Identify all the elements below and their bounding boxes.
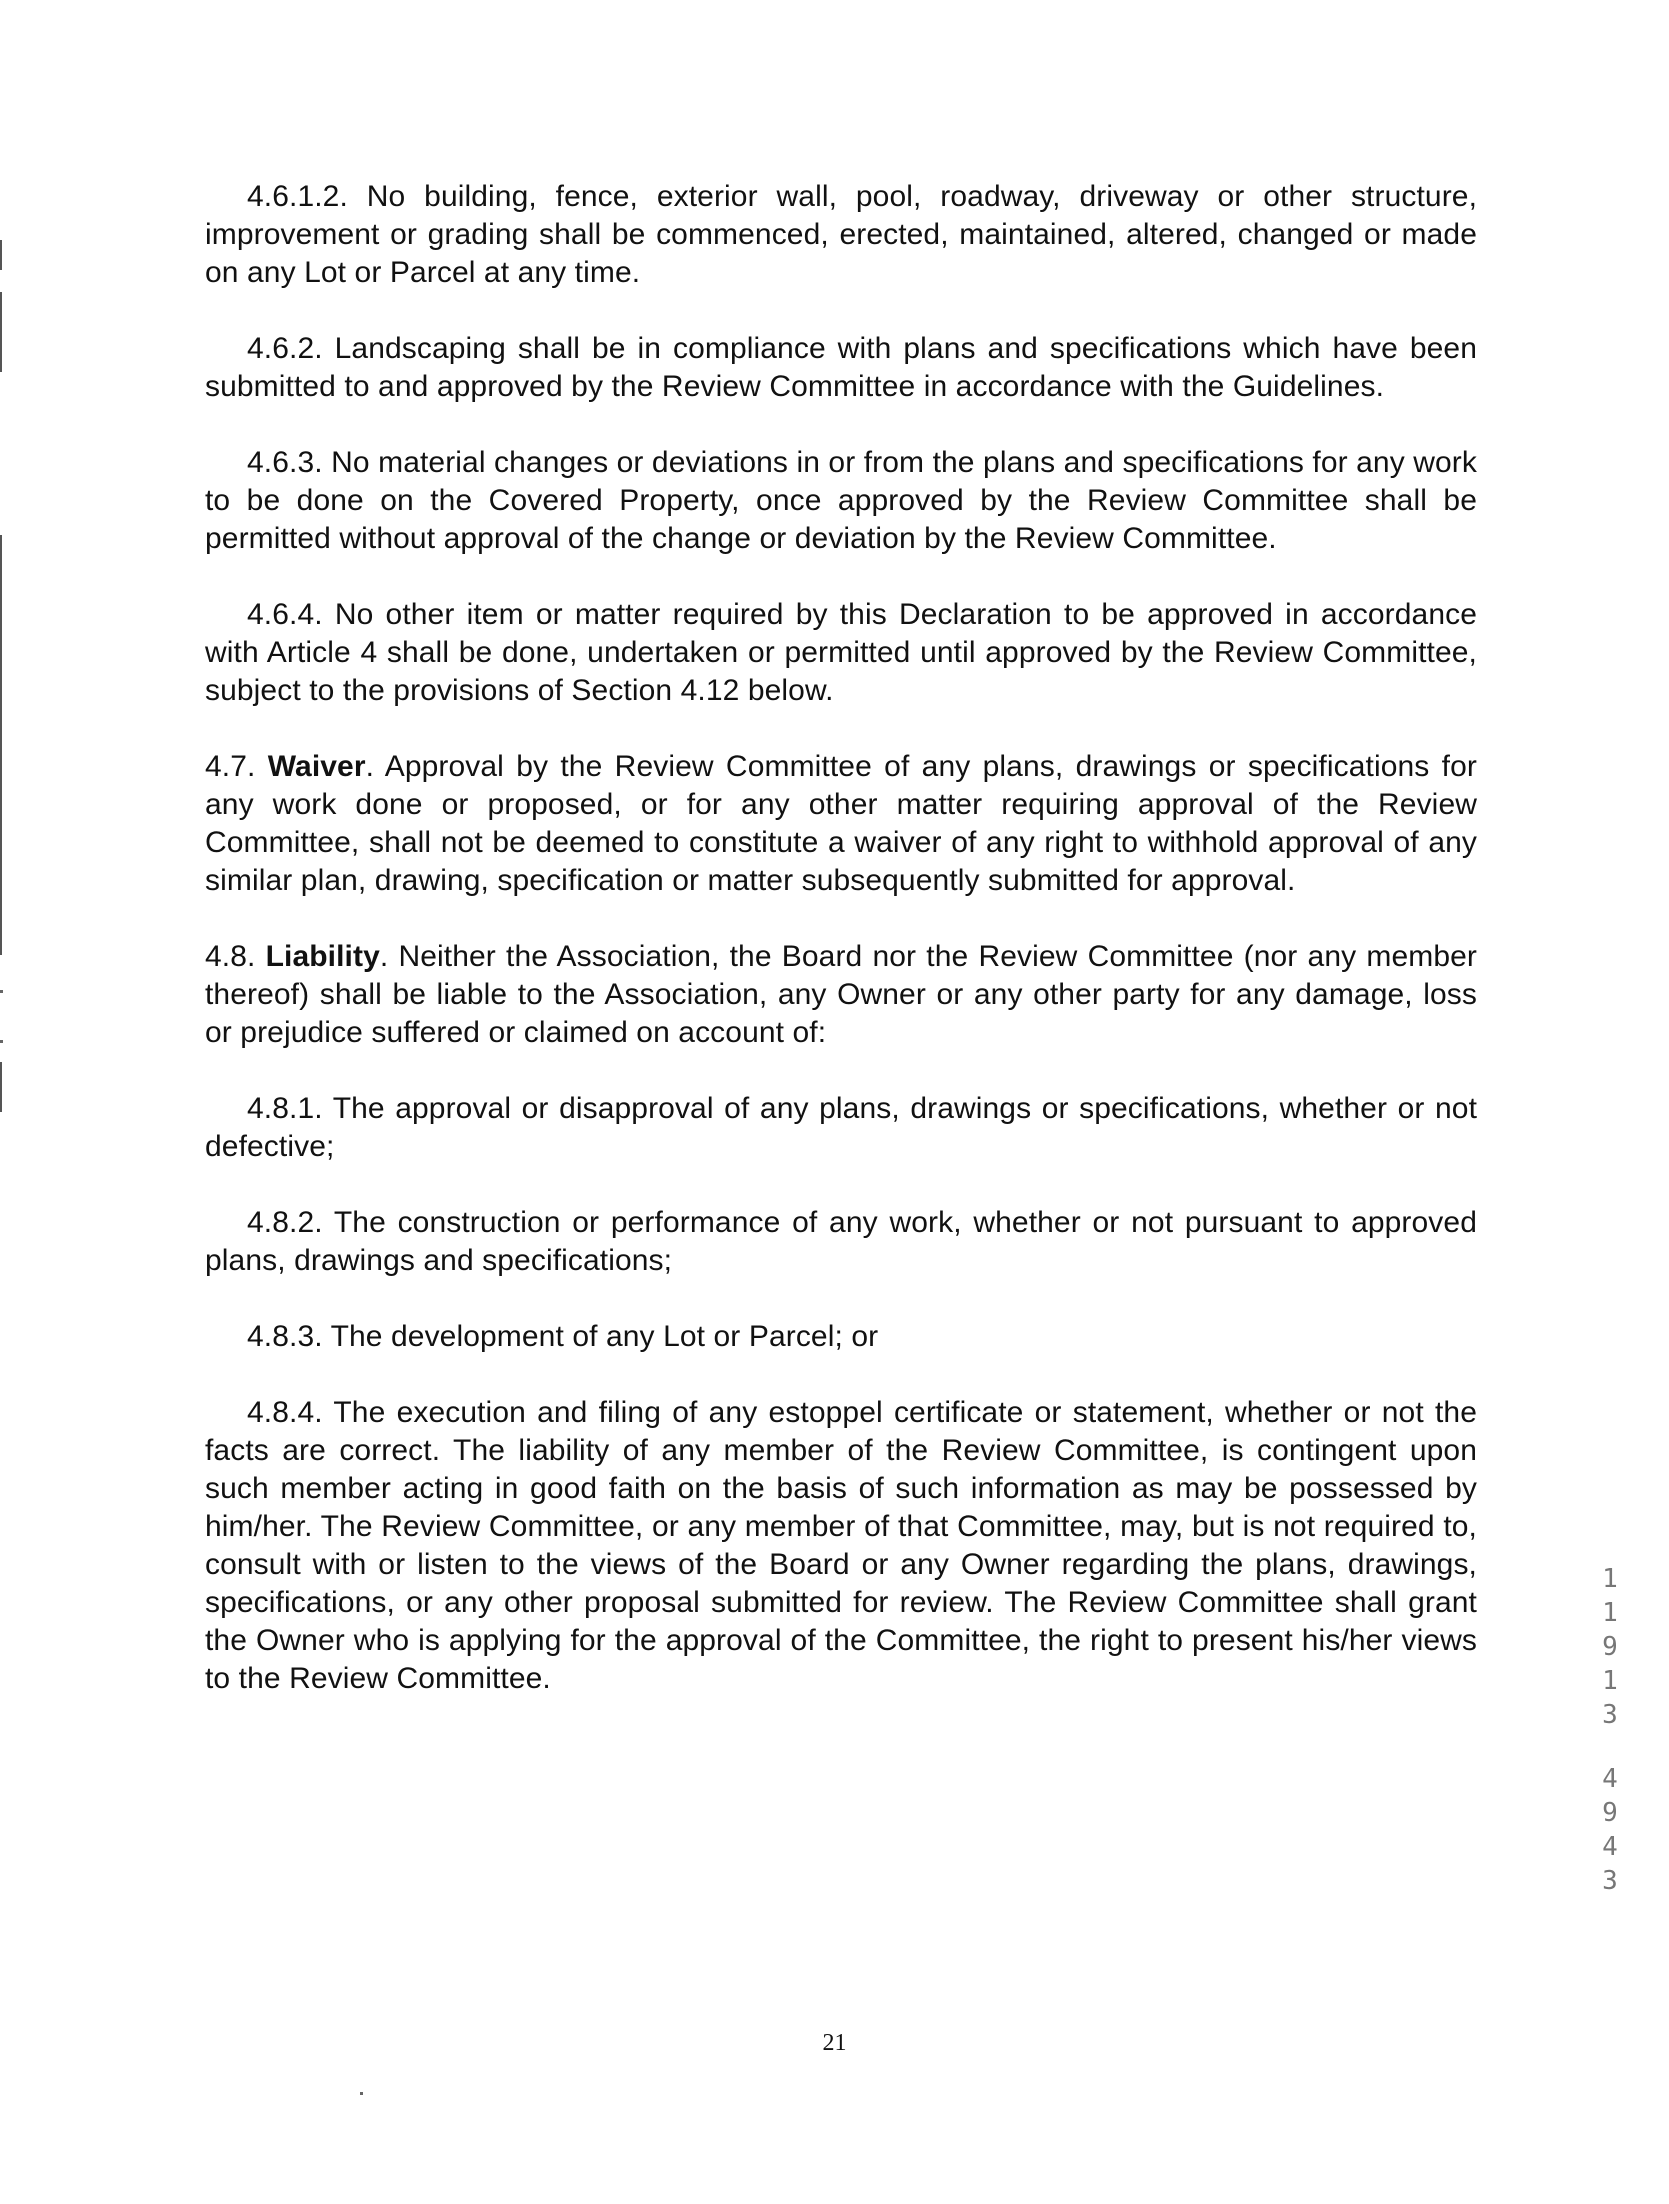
paragraph-text: Approval by the Review Committee of any plans, drawings or specifications for any work done or proposed, or for any other matter requiring approval of the Review Committee, shall not be deemed to constitute a waiver of any right to withhold approval of any similar plan, drawing, specification or matter subsequently submitted for approval.	[205, 750, 1477, 897]
stamp-digit: 1	[1602, 1666, 1618, 1696]
paragraph-4-7-waiver: 4.7. Waiver. Approval by the Review Committee of any plans, drawings or specifications for any work done or proposed, or for any other matter requiring approval of the Review Committee, shall not be deemed to constitute a waiver of any right to withhold approval of any similar plan, drawing, specification or matter subsequently submitted for approval.	[205, 750, 1477, 897]
stamp-digit: 4	[1602, 1832, 1618, 1862]
paragraph-text: No other item or matter required by this Declaration to be approved in accordance with Article 4 shall be done, undertaken or permitted until approved by the Review Committee, subject to the provisions of Section 4.12 below.	[205, 598, 1477, 707]
margin-scan-mark	[0, 1062, 2, 1112]
paragraph-text: Landscaping shall be in compliance with plans and specifications which have been submitted to and approved by the Review Committee in accordance with the Guidelines.	[205, 332, 1477, 403]
margin-scan-mark	[0, 240, 2, 270]
paragraph-number: 4.8.1.	[247, 1092, 323, 1125]
paragraph-4-6-4	[205, 596, 1477, 710]
stamp-digit: 1	[1602, 1598, 1618, 1628]
paragraph-4-8-4	[205, 1394, 1477, 1698]
paragraph-4-8-1	[205, 1090, 1477, 1166]
section-heading: Waiver	[267, 750, 366, 783]
margin-scan-dot	[0, 1040, 3, 1043]
margin-scan-mark	[0, 535, 2, 955]
footer-scan-dot	[360, 2092, 363, 2095]
paragraph-text: The execution and filing of any estoppel certificate or statement, whether or not the facts are correct. The liability of any member of the Review Committee, is contingent upon such member acting in good faith on the basis of such information as may be possessed by him/her. The Review Committee, or any member of that Committee, may, but is not required to, consult with or listen to the views of the Board or any Owner regarding the plans, drawings, specifications, or any other proposal submitted for review. The Review Committee shall grant the Owner who is applying for the approval of the Committee, the right to present his/her views to the Review Committee.	[205, 1396, 1477, 1695]
stamp-digit: 3	[1602, 1866, 1618, 1896]
paragraph-4-6-2	[205, 330, 1477, 406]
stamp-digit: 3	[1602, 1700, 1618, 1730]
paragraph-4-8-liability: 4.8. Liability. Neither the Association, the Board nor the Review Committee (nor any member thereof) shall be liable to the Association, any Owner or any other party for any damage, loss or prejudice suffered or claimed on account of:	[205, 940, 1477, 1049]
paragraph-4-8-2	[205, 1204, 1477, 1280]
paragraph-number: 4.8.2.	[247, 1206, 323, 1239]
paragraph-number: 4.8.3.	[247, 1320, 323, 1353]
paragraph-text: The development of any Lot or Parcel; or	[330, 1320, 879, 1353]
section-heading: Liability	[265, 940, 380, 973]
stamp-digit: 9	[1602, 1798, 1618, 1828]
stamp-digit: 4	[1602, 1764, 1618, 1794]
paragraph-4-6-3	[205, 444, 1477, 558]
paragraph-4-6-1-2	[205, 178, 1477, 292]
paragraph-number: 4.8.	[205, 940, 256, 973]
document-body	[205, 178, 1477, 1736]
paragraph-text: The construction or performance of any work, whether or not pursuant to approved plans, drawings and specifications;	[205, 1206, 1477, 1277]
paragraph-number: 4.6.1.2.	[247, 180, 348, 213]
stamp-digit: 1	[1602, 1564, 1618, 1594]
paragraph-number: 4.6.4.	[247, 598, 323, 631]
paragraph-text: No material changes or deviations in or from the plans and specifications for any work to be done on the Covered Property, once approved by the Review Committee shall be permitted without approval of the change or deviation by the Review Committee.	[205, 446, 1477, 555]
paragraph-number: 4.7.	[205, 750, 256, 783]
paragraph-text: The approval or disapproval of any plans, drawings or specifications, whether or not defective;	[205, 1092, 1477, 1163]
margin-scan-mark	[0, 292, 2, 372]
paragraph-text: Neither the Association, the Board nor the Review Committee (nor any member thereof) shall be liable to the Association, any Owner or any other party for any damage, loss or prejudice suffered or claimed on account of:	[205, 940, 1477, 1049]
paragraph-4-8-3	[205, 1318, 1477, 1356]
paragraph-number: 4.6.2.	[247, 332, 323, 365]
paragraph-number: 4.8.4.	[247, 1396, 323, 1429]
stamp-digit: 9	[1602, 1632, 1618, 1662]
margin-document-stamp	[1595, 1562, 1625, 1898]
page-number: 21	[822, 2030, 847, 2056]
margin-scan-dot	[0, 990, 3, 993]
paragraph-number: 4.6.3.	[247, 446, 323, 479]
paragraph-text: No building, fence, exterior wall, pool, roadway, driveway or other structure, improvement or grading shall be commenced, erected, maintained, altered, changed or made on any Lot or Parcel at any time.	[205, 180, 1478, 289]
